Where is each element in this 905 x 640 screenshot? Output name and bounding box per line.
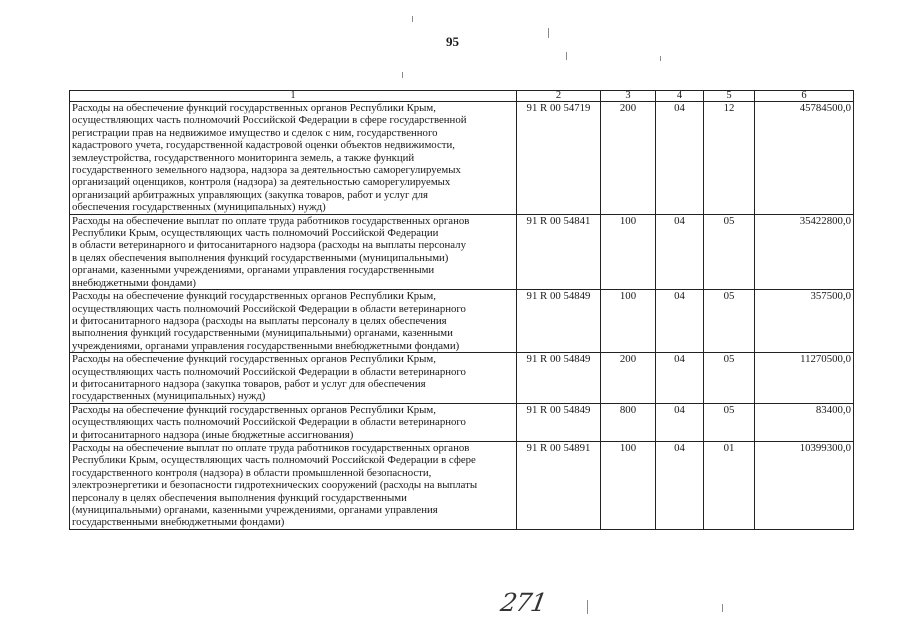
row-section: 04: [656, 290, 704, 353]
table-row: [70, 102, 854, 215]
scan-speck: [587, 600, 588, 614]
row-target-code: 91 R 00 54719: [517, 102, 601, 215]
col-header-5: 5: [704, 91, 755, 102]
row-section: 04: [656, 353, 704, 404]
page-number: 95: [446, 34, 459, 49]
col-header-6: 6: [755, 91, 854, 102]
col-header-3: 3: [601, 91, 656, 102]
row-description: Расходы на обеспечение выплат по оплате труда работников государственных органов Республики Крым, осуществляющих часть полномочий Российской Федерации в области ветеринарного и фитосанитарного надзора (расходы на выплаты персоналу в целях обеспечения выполнения функций государственными (муниципальными) органами, казенными учреждениями, органами управления государственными внебюджетными фондами): [70, 214, 517, 289]
row-description: Расходы на обеспечение функций государственных органов Республики Крым, осуществляющих часть полномочий Российской Федерации в области ветеринарного и фитосанитарного надзора (расходы на выплаты персоналу в целях обеспечения выполнения функций государственными (муниципальными) органами, казенными учреждениями, органами управления государственными внебюджетными фондами): [70, 290, 517, 353]
col-header-4: 4: [656, 91, 704, 102]
budget-table: [69, 90, 854, 530]
scan-speck: [722, 604, 723, 612]
row-target-code: 91 R 00 54891: [517, 441, 601, 529]
scan-speck: [660, 56, 661, 61]
row-section: 04: [656, 214, 704, 289]
row-target-code: 91 R 00 54849: [517, 403, 601, 441]
row-expense-type: 800: [601, 403, 656, 441]
col-header-2: 2: [517, 91, 601, 102]
row-amount: 45784500,0: [755, 102, 854, 215]
row-subsection: 01: [704, 441, 755, 529]
row-target-code: 91 R 00 54849: [517, 290, 601, 353]
table-row: [70, 214, 854, 289]
row-amount: 10399300,0: [755, 441, 854, 529]
row-expense-type: 200: [601, 353, 656, 404]
row-subsection: 05: [704, 290, 755, 353]
row-target-code: 91 R 00 54849: [517, 353, 601, 404]
row-subsection: 05: [704, 214, 755, 289]
row-target-code: 91 R 00 54841: [517, 214, 601, 289]
scan-speck: [412, 16, 413, 22]
table-row: [70, 441, 854, 529]
row-section: 04: [656, 102, 704, 215]
row-description: Расходы на обеспечение функций государственных органов Республики Крым, осуществляющих часть полномочий Российской Федерации в области ветеринарного и фитосанитарного надзора (иные бюджетные ассигнования): [70, 403, 517, 441]
row-expense-type: 200: [601, 102, 656, 215]
row-subsection: 05: [704, 403, 755, 441]
handwritten-sheet-number: 271: [498, 588, 549, 617]
row-description: Расходы на обеспечение функций государственных органов Республики Крым, осуществляющих часть полномочий Российской Федерации в сфере государственной регистрации прав на недвижимое имущество и сделок с ним, государственного кадастрового учета, государственной кадастровой оценки объектов недвижимости, землеустройства, государственного мониторинга земель, а также функций государственного земельного надзора, надзора за деятельностью саморегулируемых организаций оценщиков, контроля (надзора) за деятельностью саморегулируемых организаций арбитражных управляющих (закупка товаров, работ и услуг для обеспечения государственных (муниципальных) нужд): [70, 102, 517, 215]
table-row: [70, 403, 854, 441]
row-section: 04: [656, 441, 704, 529]
table-row: [70, 290, 854, 353]
row-expense-type: 100: [601, 290, 656, 353]
table-row: [70, 353, 854, 404]
row-amount: 11270500,0: [755, 353, 854, 404]
row-amount: 357500,0: [755, 290, 854, 353]
header-row: [70, 91, 854, 102]
row-subsection: 12: [704, 102, 755, 215]
row-subsection: 05: [704, 353, 755, 404]
row-description: Расходы на обеспечение функций государственных органов Республики Крым, осуществляющих часть полномочий Российской Федерации в области ветеринарного и фитосанитарного надзора (закупка товаров, работ и услуг для обеспечения государственных (муниципальных) нужд): [70, 353, 517, 404]
scan-speck: [566, 52, 567, 60]
row-expense-type: 100: [601, 214, 656, 289]
row-expense-type: 100: [601, 441, 656, 529]
col-header-1: 1: [70, 91, 517, 102]
row-description: Расходы на обеспечение выплат по оплате труда работников государственных органов Республики Крым, осуществляющих часть полномочий Российской Федерации в сфере государственного контроля (надзора) в области промышленной безопасности, электроэнергетики и безопасности гидротехнических сооружений (расходы на выплаты персоналу в целях обеспечения выполнения функций государственными (муниципальными) органами, казенными учреждениями, органами управления государственными внебюджетными фондами): [70, 441, 517, 529]
scan-speck: [548, 28, 549, 38]
row-section: 04: [656, 403, 704, 441]
row-amount: 35422800,0: [755, 214, 854, 289]
scan-speck: [402, 72, 403, 78]
row-amount: 83400,0: [755, 403, 854, 441]
